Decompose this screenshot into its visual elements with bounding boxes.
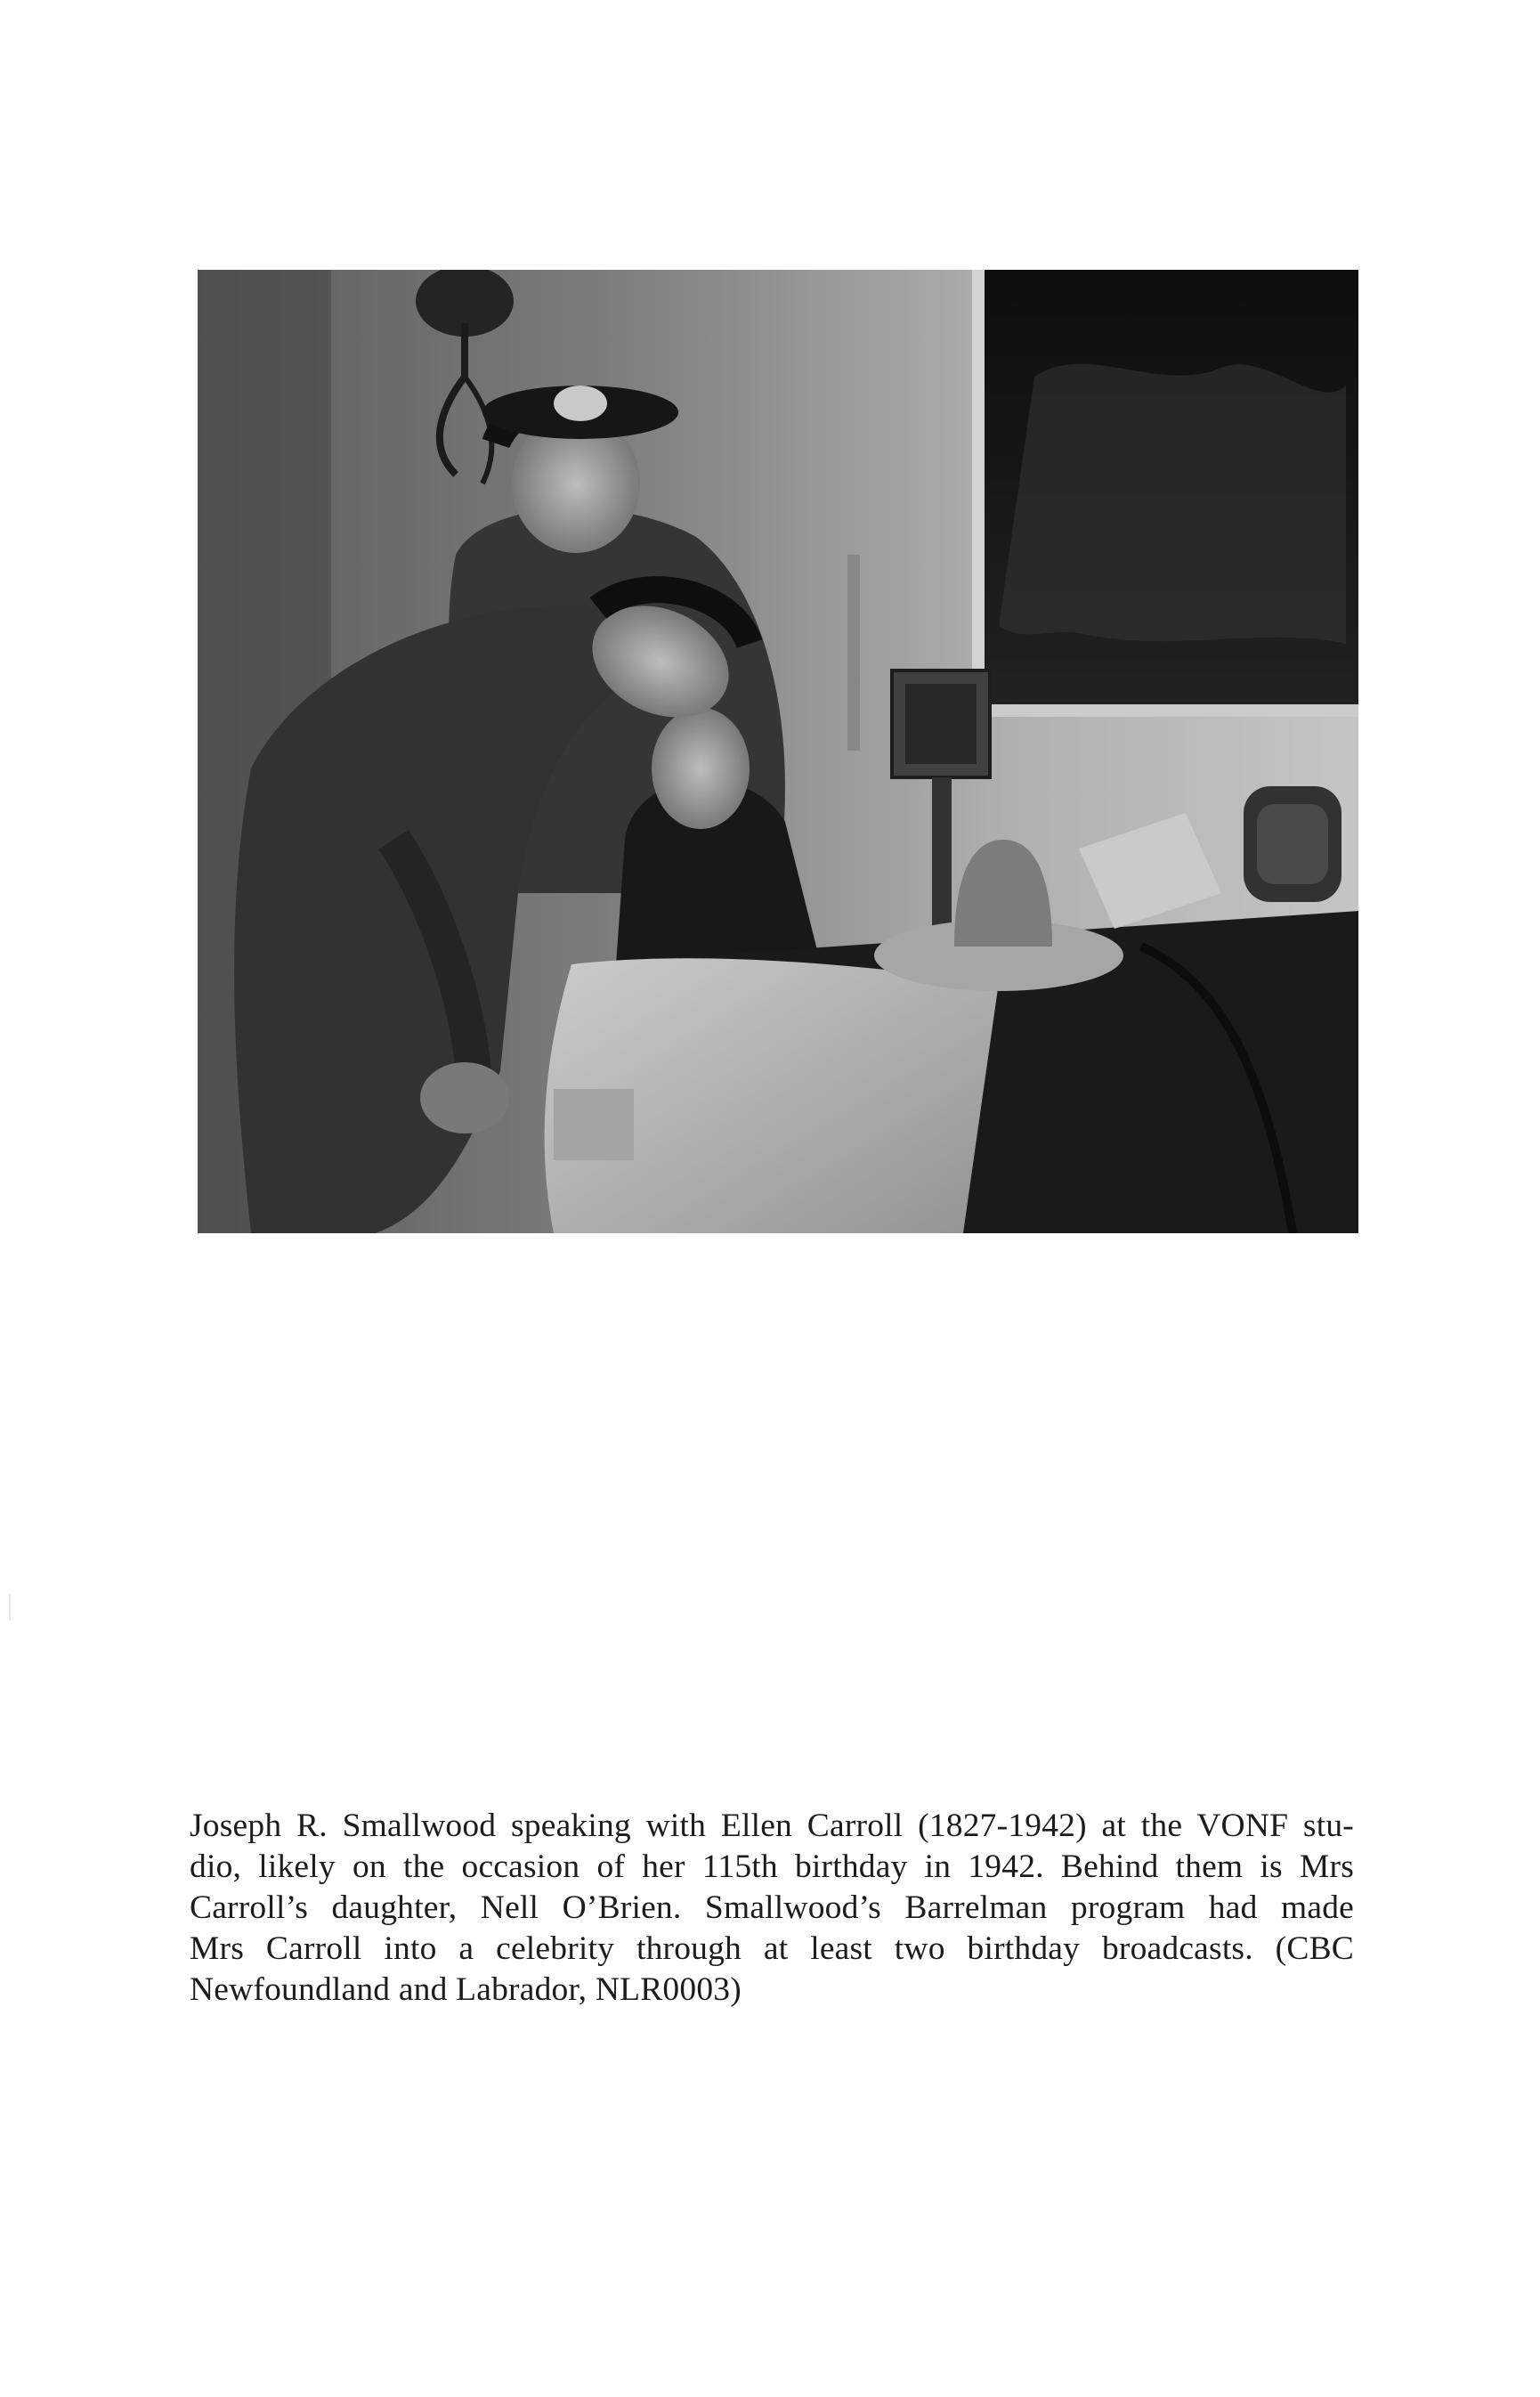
caption-line: dio, likely on the occasion of her 115th birthday in 1942. Behind them is Mrs: [190, 1849, 1354, 1885]
photo-illustration: [198, 270, 1358, 1233]
caption-line: Newfoundland and Labrador, NLR0003): [190, 1971, 742, 2008]
caption-line: Joseph R. Smallwood speaking with Ellen Carroll (1827-1942) at the VONF stu-: [190, 1808, 1354, 1844]
scan-margin-mark: [9, 1594, 11, 1621]
caption-line: Mrs Carroll into a celebrity through at least two birthday broadcasts. (CBC: [190, 1930, 1354, 1967]
historical-photograph: [198, 270, 1358, 1233]
photo-caption: [190, 1806, 1354, 2011]
caption-line: Carroll’s daughter, Nell O’Brien. Smallwood’s Barrelman program had made: [190, 1889, 1354, 1926]
